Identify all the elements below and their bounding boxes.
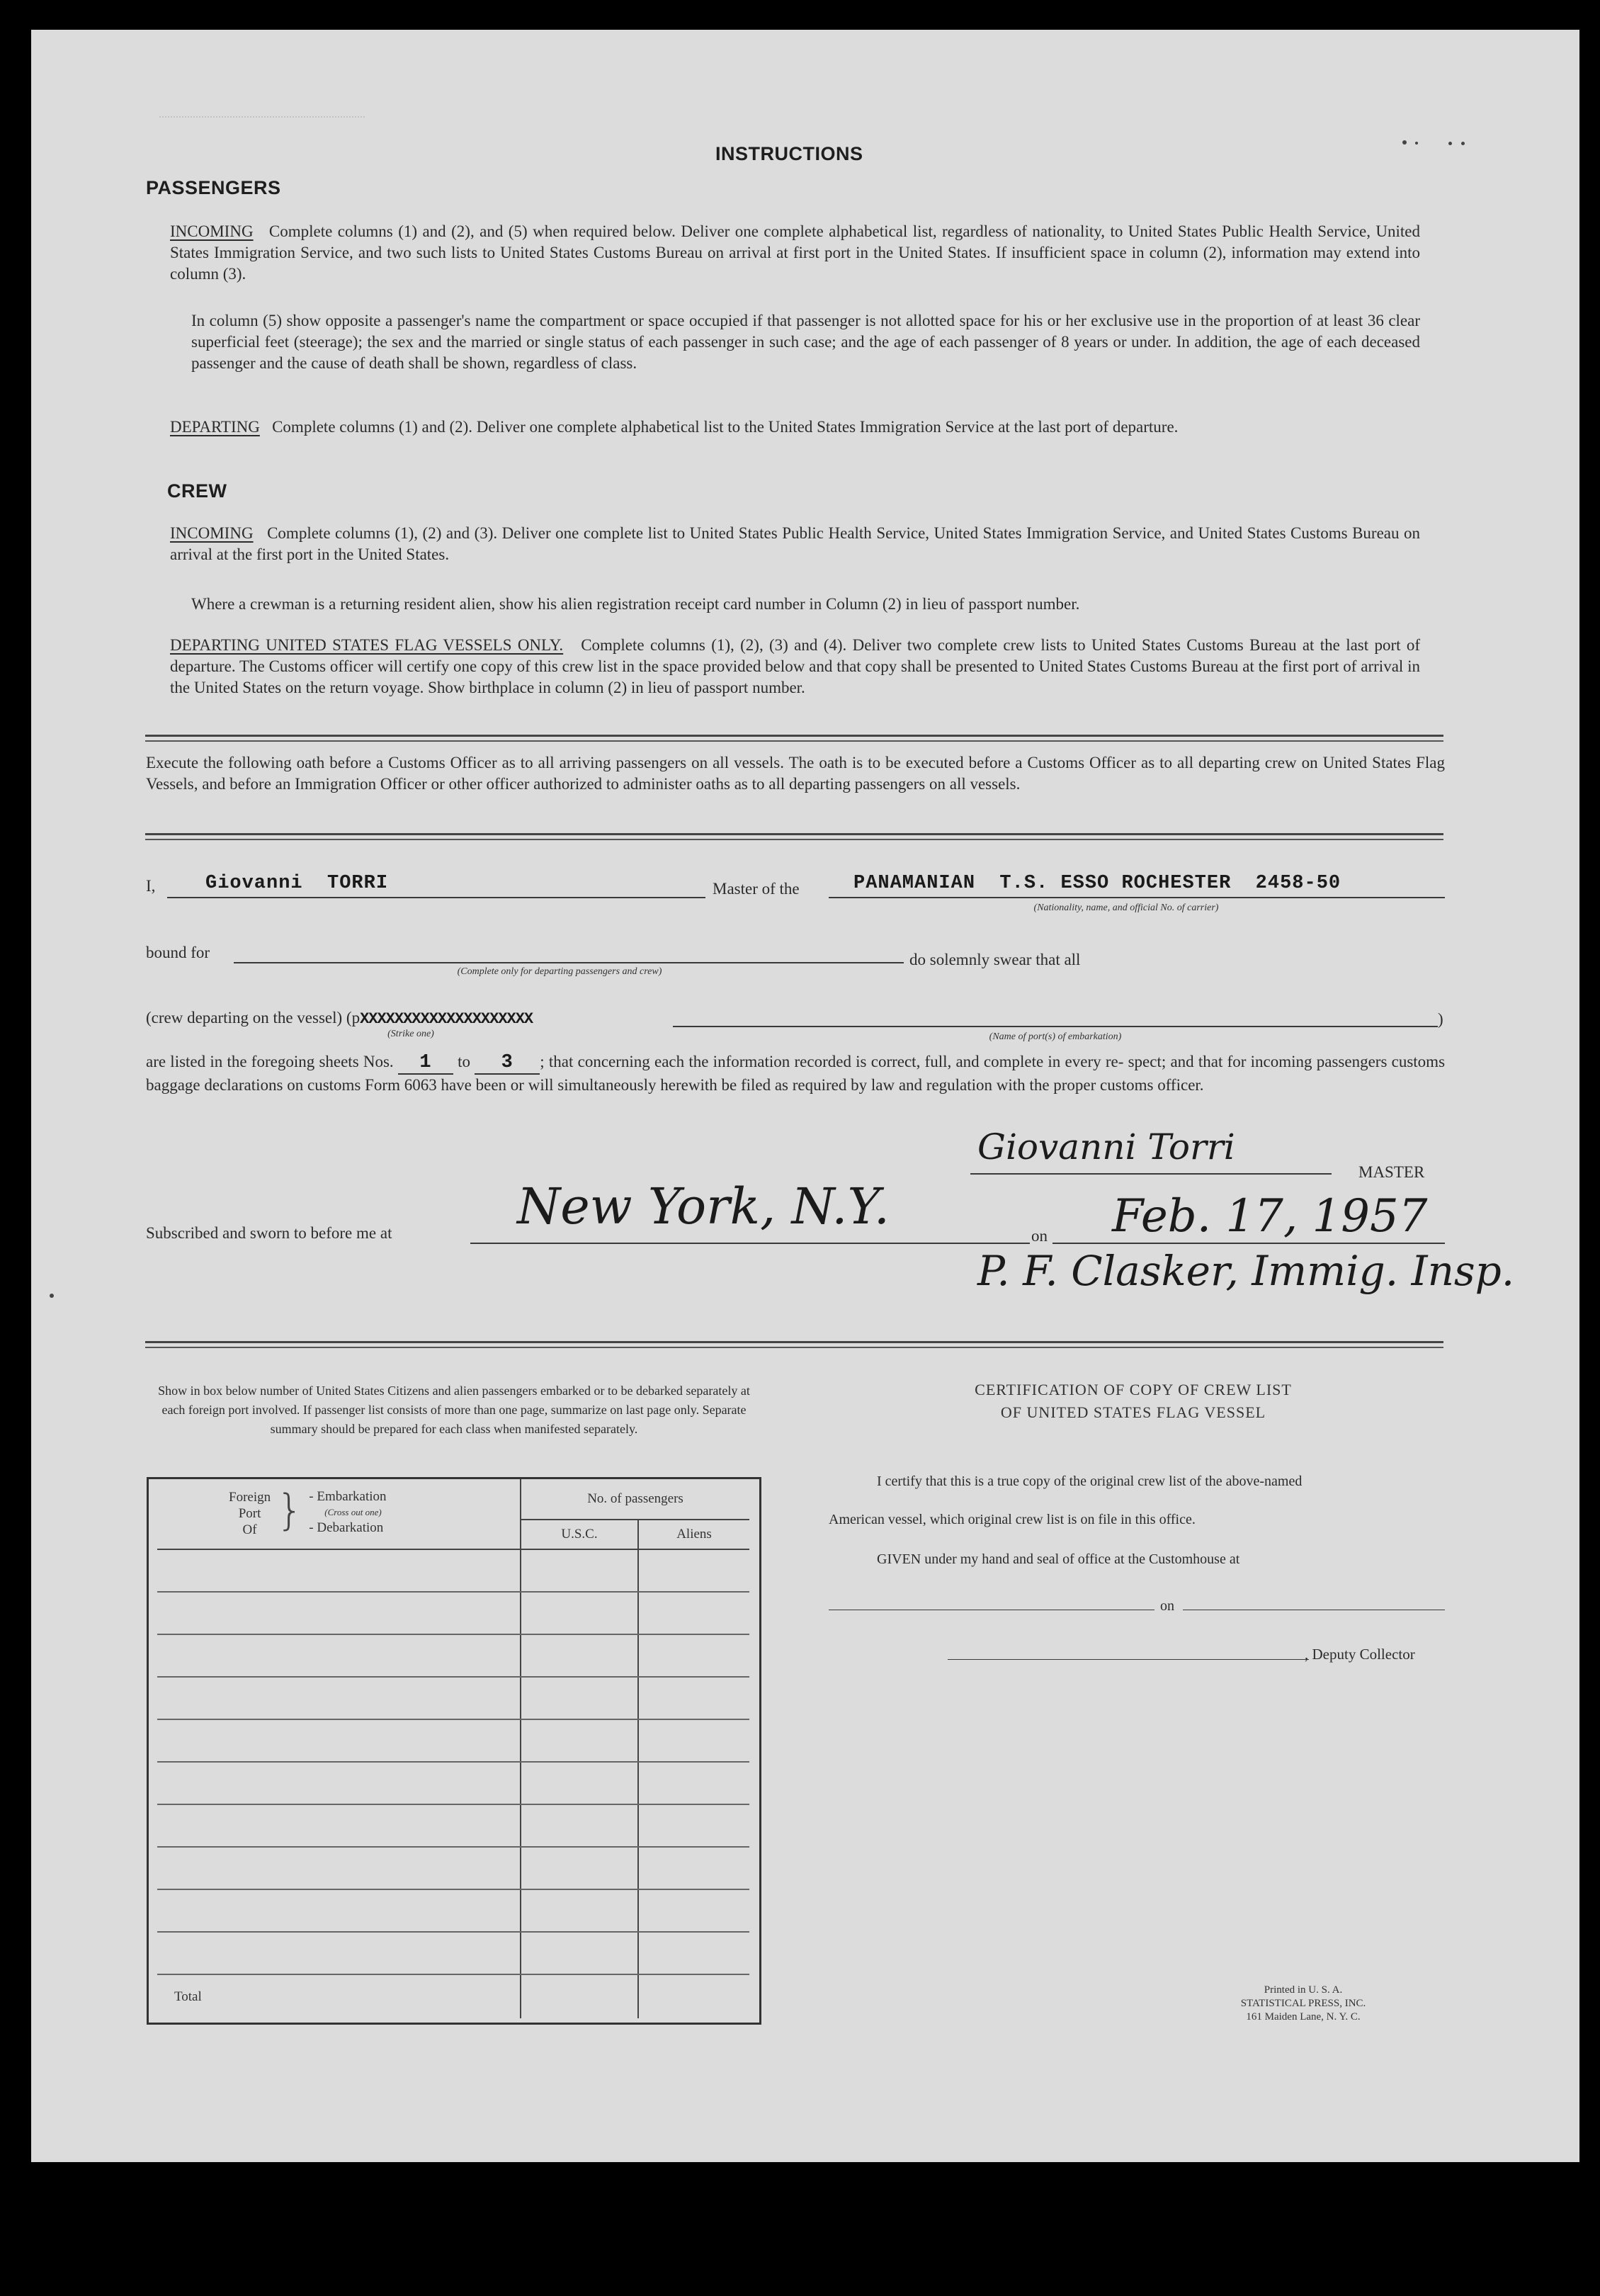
table-row: [157, 1719, 749, 1762]
passengers-incoming-text: Complete columns (1) and (2), and (5) when required below. Deliver one complete alphabetical list, regardless of nationality, to United States Public Health Service, United States Immigration Service, and two such lists to United States Customs Bureau on arrival at first port in the United States. If insufficient space in column (2), information may extend into column (3).: [170, 222, 1420, 283]
bound-for-line: [234, 962, 904, 963]
port-line: [673, 1026, 1438, 1027]
crew-incoming-text: Complete columns (1), (2) and (3). Deliver one complete list to United States Public Health Service, United States Immigration Service, and United States Customs Bureau on arrival at the first port in the United States.: [170, 524, 1421, 563]
stray-mark: [50, 1294, 54, 1298]
embarkation-label: - Embarkation: [309, 1489, 387, 1504]
table-row: [157, 1634, 749, 1677]
bound-for-label: bound for: [146, 944, 210, 961]
place-line: [470, 1243, 1030, 1244]
bound-for-caption: (Complete only for departing passengers and crew): [457, 966, 662, 977]
table-row: [157, 1677, 749, 1719]
sworn-place: New York, N.Y.: [517, 1177, 890, 1235]
listed-text-2: spect; and that for incoming passengers customs baggage declarations on customs Form 6063 have been or will simultaneously herewith be filed as required by law and regulation with the proper customs officer.: [146, 1053, 1446, 1094]
crew-departing-prefix: (crew departing on the vessel) (p: [146, 1009, 361, 1027]
foreign-port-header: [157, 1479, 521, 1549]
vessel-name: PANAMANIAN T.S. ESSO ROCHESTER 2458-50: [853, 873, 1341, 894]
certification-title-line2: OF UNITED STATES FLAG VESSEL: [1000, 1403, 1266, 1421]
deputy-collector-line: [948, 1659, 1309, 1660]
listed-paragraph: [146, 1051, 1445, 1096]
corner-mark: [1402, 140, 1407, 145]
section-divider: [145, 1341, 1443, 1348]
passengers-departing-text: Complete columns (1) and (2). Deliver one complete alphabetical list to the United States Immigration Service at the last port of departure.: [272, 418, 1179, 436]
master-name: Giovanni TORRI: [205, 873, 389, 894]
struck-out-passengers: XXXXXXXXXXXXXXXXXXXX: [360, 1010, 533, 1028]
on-label: on: [1031, 1227, 1048, 1245]
certification-on-label: on: [1160, 1598, 1174, 1614]
of-label: Of: [242, 1522, 257, 1537]
i-label: I,: [146, 877, 156, 895]
corner-mark: [1461, 142, 1465, 145]
subscribed-label: Subscribed and sworn to before me at: [146, 1224, 392, 1242]
printer-line1: Printed in U. S. A.: [1264, 1984, 1343, 1996]
table-row: [157, 1549, 749, 1592]
closing-paren: ): [1438, 1010, 1443, 1028]
cross-out-label: (Cross out one): [324, 1507, 382, 1517]
crewman-paragraph: Where a crewman is a returning resident alien, show his alien registration receipt card number in Column (2) in lieu of passport number.: [191, 595, 1080, 613]
sworn-date: Feb. 17, 1957: [1112, 1190, 1428, 1243]
passenger-summary-box: [147, 1477, 761, 2025]
corner-mark: [1415, 142, 1418, 145]
corner-mark: [1448, 142, 1452, 145]
certify-text-1: I certify that this is a true copy of the original crew list of the above-named: [877, 1474, 1303, 1489]
sheet-from: 1: [419, 1052, 432, 1073]
oath-intro: Execute the following oath before a Customs Officer as to all arriving passengers on all vessels. The oath is to be executed before a Customs Officer as to all departing crew on United States Flag Vessels, and before an Immigration Officer or other officer authorized to administer oaths as to all departing passengers on all vessels.: [146, 754, 1445, 793]
printer-line3: 161 Maiden Lane, N. Y. C.: [1246, 2011, 1361, 2023]
crew-departing-label: DEPARTING UNITED STATES FLAG VESSELS ONLY.: [170, 636, 564, 654]
table-row: [157, 1762, 749, 1804]
certification-title: [864, 1379, 1402, 1424]
crew-departing-paragraph: [170, 635, 1420, 699]
listed-label: are listed in the foregoing sheets Nos.: [146, 1053, 394, 1070]
printer-line2: STATISTICAL PRESS, INC.: [1240, 1998, 1366, 2009]
faded-pencil-marks: [159, 103, 365, 118]
passengers-incoming-paragraph: [170, 221, 1420, 285]
table-row: [157, 1847, 749, 1889]
no-of-passengers-header: No. of passengers: [521, 1479, 749, 1520]
instructions-title: INSTRUCTIONS: [715, 143, 863, 164]
master-signature-line: [970, 1173, 1332, 1175]
master-label: MASTER: [1358, 1163, 1425, 1181]
to-label: to: [458, 1053, 471, 1070]
port-caption: (Name of port(s) of embarkation): [989, 1031, 1122, 1042]
master-name-line: [167, 897, 705, 898]
printer-imprint: [1218, 1984, 1388, 2024]
total-label: Total: [157, 1974, 521, 2018]
strike-caption: (Strike one): [387, 1029, 434, 1039]
passengers-heading: PASSENGERS: [146, 177, 281, 198]
foreign-label: Foreign: [229, 1490, 271, 1505]
given-text: GIVEN under my hand and seal of office at the Customhouse at: [877, 1551, 1240, 1567]
officer-signature: P. F. Clasker, Immig. Insp.: [977, 1247, 1515, 1295]
table-row: [157, 1932, 749, 1974]
section-divider: [145, 833, 1443, 840]
summary-instructions: Show in box below number of United States Citizens and alien passengers embarked or to be debarked separately at each foreign port involved. If passenger list consists of more than one page, summarize on last page only. Separate summary should be prepared for each class when manifested separately.: [158, 1384, 750, 1436]
debarkation-label: - Debarkation: [309, 1520, 384, 1535]
table-row: [157, 1592, 749, 1634]
table-row: [157, 1889, 749, 1932]
certify-text-2: American vessel, which original crew list is on file in this office.: [829, 1512, 1196, 1527]
column5-paragraph: In column (5) show opposite a passenger's name the compartment or space occupied if that passenger is not allotted space for his or her exclusive use in the proportion of at least 36 clear superficial feet (steerage); the sex and the married or single status of each passenger in such case; and the age of each passenger of 8 years or under. In addition, the age of each deceased passenger and the cause of death shall be shown, regardless of class.: [191, 312, 1420, 372]
section-divider: [145, 735, 1443, 742]
usc-header: U.S.C.: [521, 1520, 639, 1549]
swear-text: do solemnly swear that all: [909, 951, 1081, 968]
crew-incoming-paragraph: [170, 523, 1420, 565]
passengers-departing-paragraph: [170, 417, 1420, 438]
certification-title-line1: CERTIFICATION OF COPY OF CREW LIST: [975, 1381, 1292, 1398]
passengers-incoming-label: INCOMING: [170, 222, 254, 240]
table-row: [157, 1804, 749, 1847]
crew-incoming-label: INCOMING: [170, 524, 254, 542]
passengers-departing-label: DEPARTING: [170, 418, 260, 436]
date-line: [1053, 1243, 1445, 1244]
master-of-label: Master of the: [713, 880, 800, 898]
crew-departing-vessel-label: [146, 1007, 533, 1030]
vessel-caption: (Nationality, name, and official No. of carrier): [1033, 903, 1219, 913]
master-signature: Giovanni Torri: [977, 1126, 1235, 1167]
crew-departing-text: Complete columns (1), (2), (3) and (4). Deliver two complete crew lists to United States Customs Bureau at the last port of departure. The Customs officer will certify one copy of this crew list in the space provided below and that copy shall be presented to United States Customs Bureau at the first port of arrival in the United States on the return voyage. Show birthplace in column (2) in lieu of passport number.: [170, 636, 1421, 696]
sheet-to: 3: [501, 1052, 514, 1073]
aliens-header: Aliens: [676, 1527, 712, 1542]
brace-icon: }: [276, 1486, 304, 1535]
total-row: [157, 1974, 749, 2018]
listed-text-1: ; that concerning each the information recorded is correct, full, and complete in every re-: [540, 1053, 1124, 1070]
vessel-line: [829, 897, 1445, 898]
port-label: Port: [238, 1506, 261, 1521]
deputy-collector-label: , Deputy Collector: [1305, 1646, 1415, 1663]
crew-heading: CREW: [167, 480, 227, 502]
